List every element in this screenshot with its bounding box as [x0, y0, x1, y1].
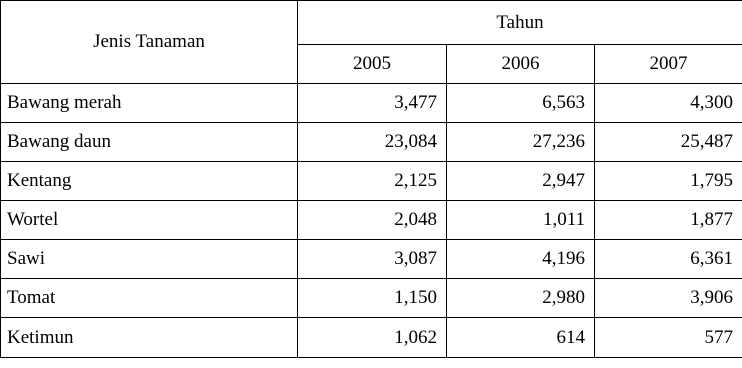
crop-name: Kentang [1, 162, 298, 201]
crop-name: Bawang merah [1, 84, 298, 123]
value-2006: 1,011 [447, 201, 595, 240]
table-row [1, 84, 742, 123]
value-2005: 1,062 [298, 318, 447, 358]
value-2007: 1,877 [595, 201, 742, 240]
header-jenis-tanaman: Jenis Tanaman [1, 1, 298, 84]
value-2007: 4,300 [595, 84, 742, 123]
crop-name: Bawang daun [1, 123, 298, 162]
table-row [1, 201, 742, 240]
value-2007: 25,487 [595, 123, 742, 162]
crop-name: Sawi [1, 240, 298, 279]
table-row [1, 240, 742, 279]
value-2006: 2,947 [447, 162, 595, 201]
crop-name: Ketimun [1, 318, 298, 358]
value-2005: 3,477 [298, 84, 447, 123]
header-year-2006: 2006 [447, 45, 595, 84]
table-row [1, 279, 742, 318]
value-2007: 1,795 [595, 162, 742, 201]
value-2007: 3,906 [595, 279, 742, 318]
crop-name: Wortel [1, 201, 298, 240]
value-2006: 4,196 [447, 240, 595, 279]
value-2006: 2,980 [447, 279, 595, 318]
table-row [1, 318, 742, 358]
header-year-2007: 2007 [595, 45, 742, 84]
value-2005: 2,125 [298, 162, 447, 201]
header-tahun: Tahun [298, 1, 742, 45]
value-2006: 27,236 [447, 123, 595, 162]
header-year-2005: 2005 [298, 45, 447, 84]
table-row [1, 162, 742, 201]
crop-name: Tomat [1, 279, 298, 318]
value-2006: 6,563 [447, 84, 595, 123]
value-2005: 3,087 [298, 240, 447, 279]
table-row [1, 123, 742, 162]
value-2005: 23,084 [298, 123, 447, 162]
value-2005: 2,048 [298, 201, 447, 240]
value-2007: 577 [595, 318, 742, 358]
value-2005: 1,150 [298, 279, 447, 318]
value-2006: 614 [447, 318, 595, 358]
value-2007: 6,361 [595, 240, 742, 279]
